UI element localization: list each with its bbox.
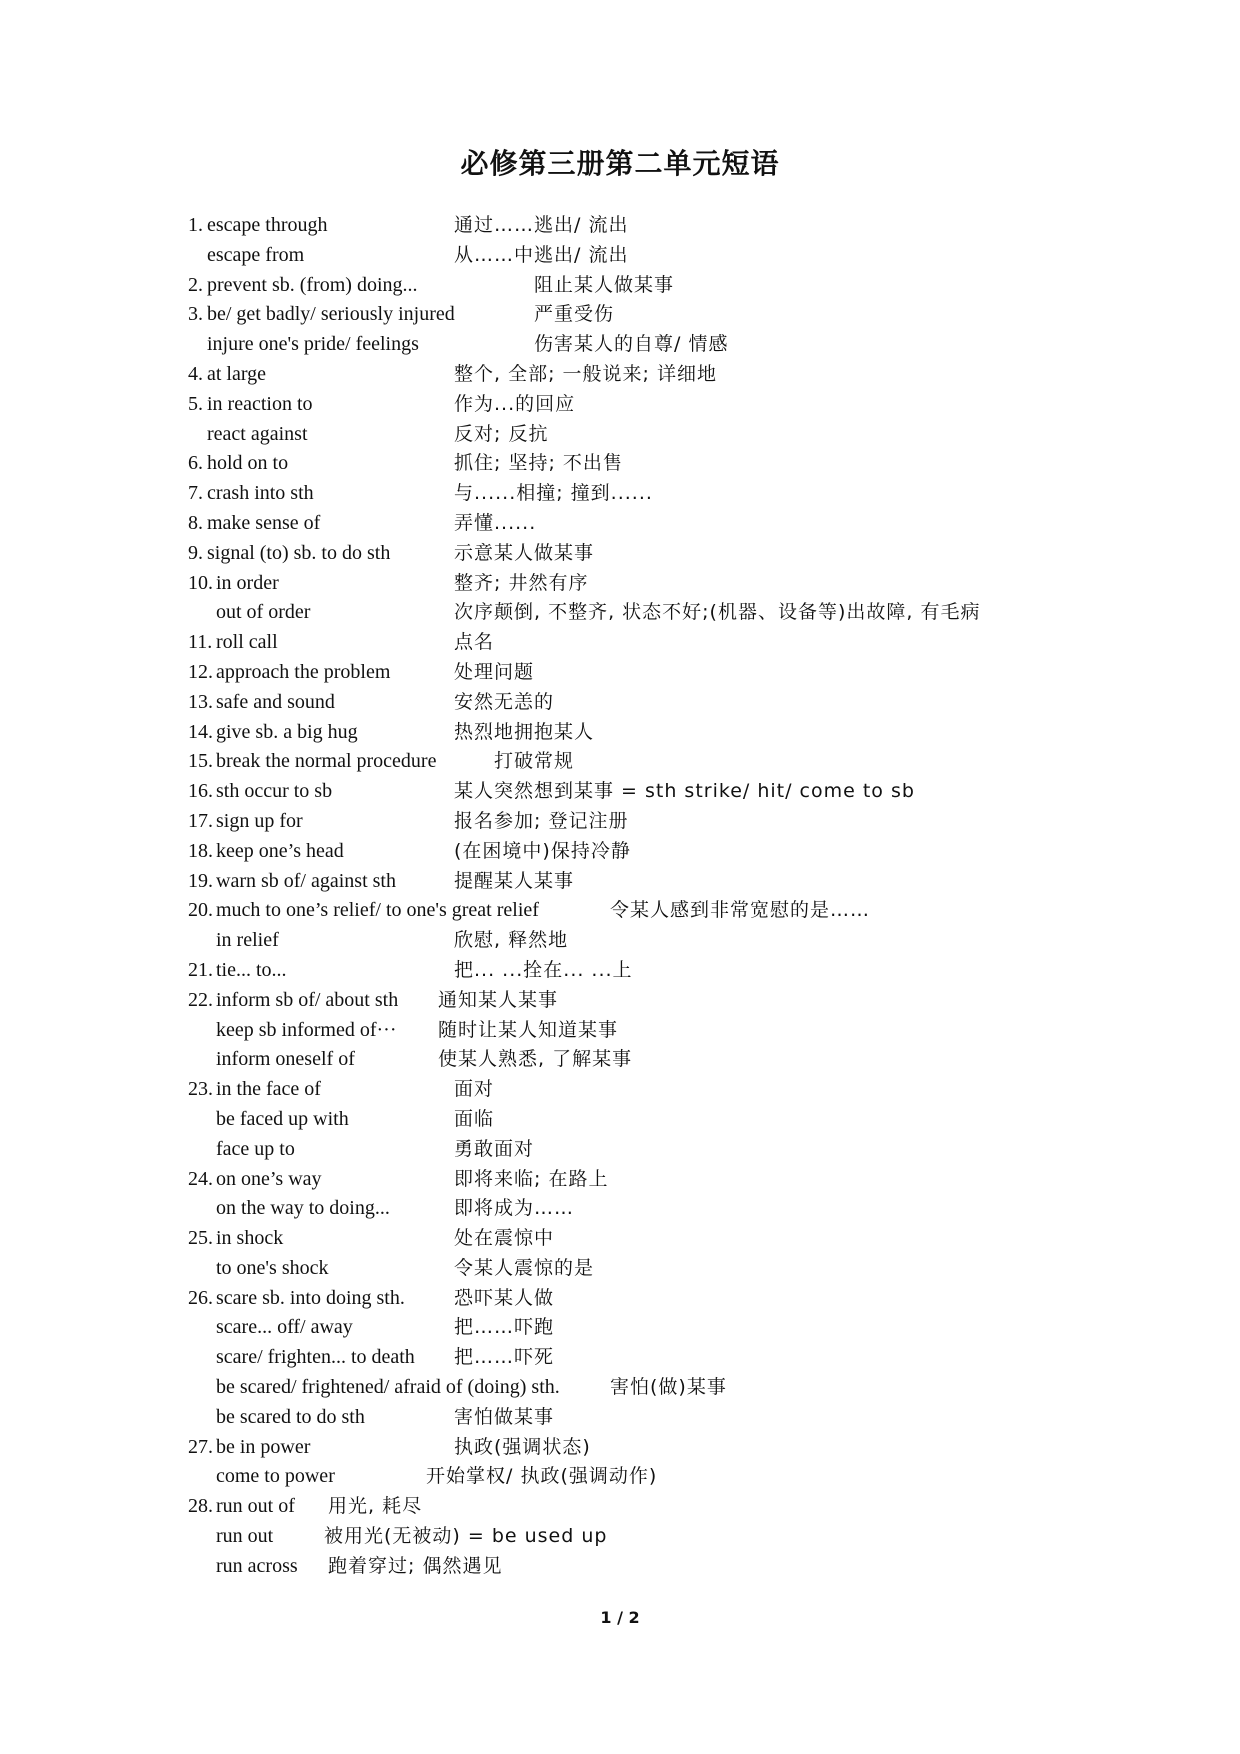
phrase-number: 27. — [188, 1435, 213, 1458]
phrase-chinese: 通知某人某事 — [438, 988, 559, 1011]
phrase-row — [188, 1075, 1188, 1105]
phrase-english: run across — [216, 1554, 298, 1577]
phrase-row — [188, 271, 1188, 301]
phrase-english: react against — [207, 422, 308, 445]
phrase-row — [188, 777, 1188, 807]
phrase-chinese: 令某人震惊的是 — [454, 1256, 595, 1279]
phrase-english: break the normal procedure — [216, 750, 437, 773]
phrase-english: hold on to — [207, 452, 289, 475]
phrase-chinese: 害怕(做)某事 — [610, 1376, 727, 1399]
phrase-number: 10. — [188, 571, 213, 594]
phrase-row — [188, 718, 1188, 748]
phrase-row — [188, 390, 1188, 420]
phrase-number: 24. — [188, 1167, 213, 1190]
phrase-english: on the way to doing... — [216, 1197, 390, 1220]
phrase-number: 9. — [188, 541, 203, 564]
phrase-english: face up to — [216, 1137, 295, 1160]
phrase-number: 23. — [188, 1078, 213, 1101]
phrase-english: sth occur to sb — [216, 780, 333, 803]
phrase-row — [188, 479, 1188, 509]
phrase-row — [188, 1403, 1188, 1433]
phrase-english: prevent sb. (from) doing... — [207, 273, 418, 296]
phrase-chinese: 弄懂...... — [454, 511, 537, 534]
phrase-chinese: 令某人感到非常宽慰的是…… — [610, 899, 871, 922]
phrase-chinese: 点名 — [454, 631, 495, 654]
phrase-row — [188, 1462, 1188, 1492]
phrase-chinese: 打破常规 — [494, 750, 575, 773]
phrase-chinese: 处理问题 — [454, 660, 535, 683]
phrase-chinese: 执政(强调状态) — [454, 1435, 591, 1458]
phrase-row — [188, 926, 1188, 956]
phrase-english: scare... off/ away — [216, 1316, 353, 1339]
phrase-number: 25. — [188, 1227, 213, 1250]
phrase-number: 6. — [188, 452, 203, 475]
phrase-english: be in power — [216, 1435, 311, 1458]
phrase-number: 11. — [188, 631, 213, 654]
phrase-row — [188, 1313, 1188, 1343]
phrase-english: run out — [216, 1525, 274, 1548]
phrase-number: 16. — [188, 780, 213, 803]
phrase-row — [188, 1165, 1188, 1195]
phrase-english: scare sb. into doing sth. — [216, 1286, 405, 1309]
phrase-row — [188, 956, 1188, 986]
phrase-english: in order — [216, 571, 279, 594]
phrase-row — [188, 300, 1188, 330]
phrase-chinese: 整齐; 井然有序 — [454, 571, 589, 594]
phrase-row — [188, 569, 1188, 599]
phrase-chinese: 勇敢面对 — [454, 1137, 535, 1160]
phrase-number: 5. — [188, 392, 203, 415]
phrase-english: to one's shock — [216, 1256, 329, 1279]
phrase-row — [188, 837, 1188, 867]
phrase-row — [188, 1135, 1188, 1165]
page-title: 必修第三册第二单元短语 — [460, 147, 780, 180]
page-number: 1 / 2 — [600, 1608, 640, 1627]
phrase-english: run out of — [216, 1495, 295, 1518]
phrase-chinese: 用光, 耗尽 — [328, 1495, 423, 1518]
phrase-row — [188, 509, 1188, 539]
phrase-row — [188, 1194, 1188, 1224]
phrase-chinese: 安然无恙的 — [454, 690, 555, 713]
phrase-row — [188, 1284, 1188, 1314]
phrase-english: signal (to) sb. to do sth — [207, 541, 391, 564]
phrase-number: 8. — [188, 511, 203, 534]
phrase-english: keep one’s head — [216, 839, 344, 862]
phrase-row — [188, 1254, 1188, 1284]
phrase-row — [188, 330, 1188, 360]
phrase-row — [188, 598, 1188, 628]
phrase-number: 22. — [188, 988, 213, 1011]
phrase-row — [188, 211, 1188, 241]
phrase-row — [188, 896, 1188, 926]
phrase-number: 18. — [188, 839, 213, 862]
phrase-chinese: 严重受伤 — [534, 303, 615, 326]
phrase-chinese: 从……中逃出/ 流出 — [454, 243, 629, 266]
phrase-chinese: 整个, 全部; 一般说来; 详细地 — [454, 362, 717, 385]
phrase-list — [188, 211, 1188, 1582]
phrase-english: sign up for — [216, 809, 303, 832]
phrase-chinese: 害怕做某事 — [454, 1405, 555, 1428]
phrase-number: 13. — [188, 690, 213, 713]
phrase-english: out of order — [216, 601, 311, 624]
phrase-english: tie... to... — [216, 958, 287, 981]
phrase-chinese: 热烈地拥抱某人 — [454, 720, 595, 743]
phrase-row — [188, 241, 1188, 271]
phrase-chinese: 阻止某人做某事 — [534, 273, 675, 296]
phrase-english: escape through — [207, 214, 328, 236]
phrase-english: inform oneself of — [216, 1048, 355, 1071]
phrase-chinese: 恐吓某人做 — [454, 1286, 555, 1309]
phrase-english: come to power — [216, 1465, 335, 1488]
phrase-chinese: 跑着穿过; 偶然遇见 — [328, 1554, 503, 1577]
phrase-row — [188, 986, 1188, 1016]
phrase-chinese: 次序颠倒, 不整齐, 状态不好;(机器、设备等)出故障, 有毛病 — [454, 601, 981, 624]
phrase-row — [188, 1522, 1188, 1552]
phrase-row — [188, 628, 1188, 658]
phrase-chinese: 随时让某人知道某事 — [438, 1018, 619, 1041]
phrase-number: 3. — [188, 303, 203, 326]
phrase-number: 21. — [188, 958, 213, 981]
phrase-english: at large — [207, 362, 267, 385]
phrase-english: injure one's pride/ feelings — [207, 333, 419, 356]
phrase-row — [188, 1045, 1188, 1075]
phrase-row — [188, 1016, 1188, 1046]
phrase-number: 26. — [188, 1286, 213, 1309]
phrase-chinese: 使某人熟悉, 了解某事 — [438, 1048, 633, 1071]
phrase-chinese: 抓住; 坚持; 不出售 — [454, 452, 623, 475]
phrase-number: 15. — [188, 750, 213, 773]
phrase-chinese: 把... ...拴在... ...上 — [454, 958, 633, 981]
phrase-chinese: 处在震惊中 — [454, 1227, 555, 1250]
phrase-chinese: 把……吓死 — [454, 1346, 555, 1369]
phrase-number: 28. — [188, 1495, 213, 1518]
phrase-row — [188, 1343, 1188, 1373]
phrase-chinese: 作为...的回应 — [454, 392, 576, 415]
phrase-row — [188, 360, 1188, 390]
phrase-english: be scared/ frightened/ afraid of (doing) sth. — [216, 1376, 560, 1399]
phrase-number: 19. — [188, 869, 213, 892]
phrase-english: be faced up with — [216, 1107, 349, 1130]
phrase-row — [188, 539, 1188, 569]
phrase-chinese: 某人突然想到某事 = sth strike/ hit/ come to sb — [454, 780, 915, 803]
phrase-chinese: 示意某人做某事 — [454, 541, 595, 564]
phrase-chinese: 面对 — [454, 1078, 495, 1101]
phrase-english: make sense of — [207, 511, 321, 534]
phrase-row — [188, 658, 1188, 688]
phrase-row — [188, 688, 1188, 718]
phrase-chinese: (在困境中)保持冷静 — [454, 839, 631, 862]
phrase-english: in relief — [216, 929, 279, 952]
phrase-number: 4. — [188, 362, 203, 385]
phrase-row — [188, 1552, 1188, 1582]
phrase-row — [188, 1492, 1188, 1522]
phrase-english: keep sb informed of··· — [216, 1018, 397, 1041]
phrase-chinese: 把……吓跑 — [454, 1316, 555, 1339]
phrase-chinese: 欣慰, 释然地 — [454, 929, 569, 952]
phrase-number: 2. — [188, 273, 203, 296]
phrase-english: much to one’s relief/ to one's great relief — [216, 899, 539, 922]
phrase-chinese: 面临 — [454, 1107, 495, 1130]
phrase-english: in shock — [216, 1227, 284, 1250]
phrase-chinese: 反对; 反抗 — [454, 422, 549, 445]
phrase-row — [188, 1224, 1188, 1254]
phrase-english: in reaction to — [207, 392, 313, 415]
phrase-row — [188, 449, 1188, 479]
phrase-english: scare/ frighten... to death — [216, 1346, 415, 1369]
phrase-chinese: 通过……逃出/ 流出 — [454, 214, 629, 236]
phrase-english: warn sb of/ against sth — [216, 869, 396, 892]
phrase-row — [188, 1373, 1188, 1403]
phrase-number: 14. — [188, 720, 213, 743]
phrase-english: safe and sound — [216, 690, 335, 713]
phrase-chinese: 提醒某人某事 — [454, 869, 575, 892]
phrase-number: 1. — [188, 214, 203, 236]
phrase-row — [188, 867, 1188, 897]
phrase-number: 7. — [188, 482, 203, 505]
phrase-english: inform sb of/ about sth — [216, 988, 399, 1011]
phrase-english: approach the problem — [216, 660, 391, 683]
phrase-row — [188, 807, 1188, 837]
phrase-english: in the face of — [216, 1078, 321, 1101]
phrase-row — [188, 747, 1188, 777]
phrase-number: 20. — [188, 899, 213, 922]
phrase-chinese: 报名参加; 登记注册 — [454, 809, 629, 832]
phrase-english: crash into sth — [207, 482, 314, 505]
phrase-number: 17. — [188, 809, 213, 832]
phrase-english: be scared to do sth — [216, 1405, 365, 1428]
phrase-english: give sb. a big hug — [216, 720, 358, 743]
phrase-row — [188, 1433, 1188, 1463]
phrase-chinese: 即将成为…… — [454, 1197, 575, 1220]
phrase-chinese: 被用光(无被动) = be used up — [324, 1525, 608, 1548]
phrase-chinese: 伤害某人的自尊/ 情感 — [534, 333, 729, 356]
phrase-english: on one’s way — [216, 1167, 322, 1190]
phrase-chinese: 开始掌权/ 执政(强调动作) — [426, 1465, 658, 1488]
phrase-english: escape from — [207, 243, 305, 266]
phrase-row — [188, 420, 1188, 450]
phrase-chinese: 与......相撞; 撞到...... — [454, 482, 653, 505]
phrase-english: be/ get badly/ seriously injured — [207, 303, 455, 326]
phrase-number: 12. — [188, 660, 213, 683]
phrase-english: roll call — [216, 631, 278, 654]
phrase-chinese: 即将来临; 在路上 — [454, 1167, 609, 1190]
phrase-row — [188, 1105, 1188, 1135]
